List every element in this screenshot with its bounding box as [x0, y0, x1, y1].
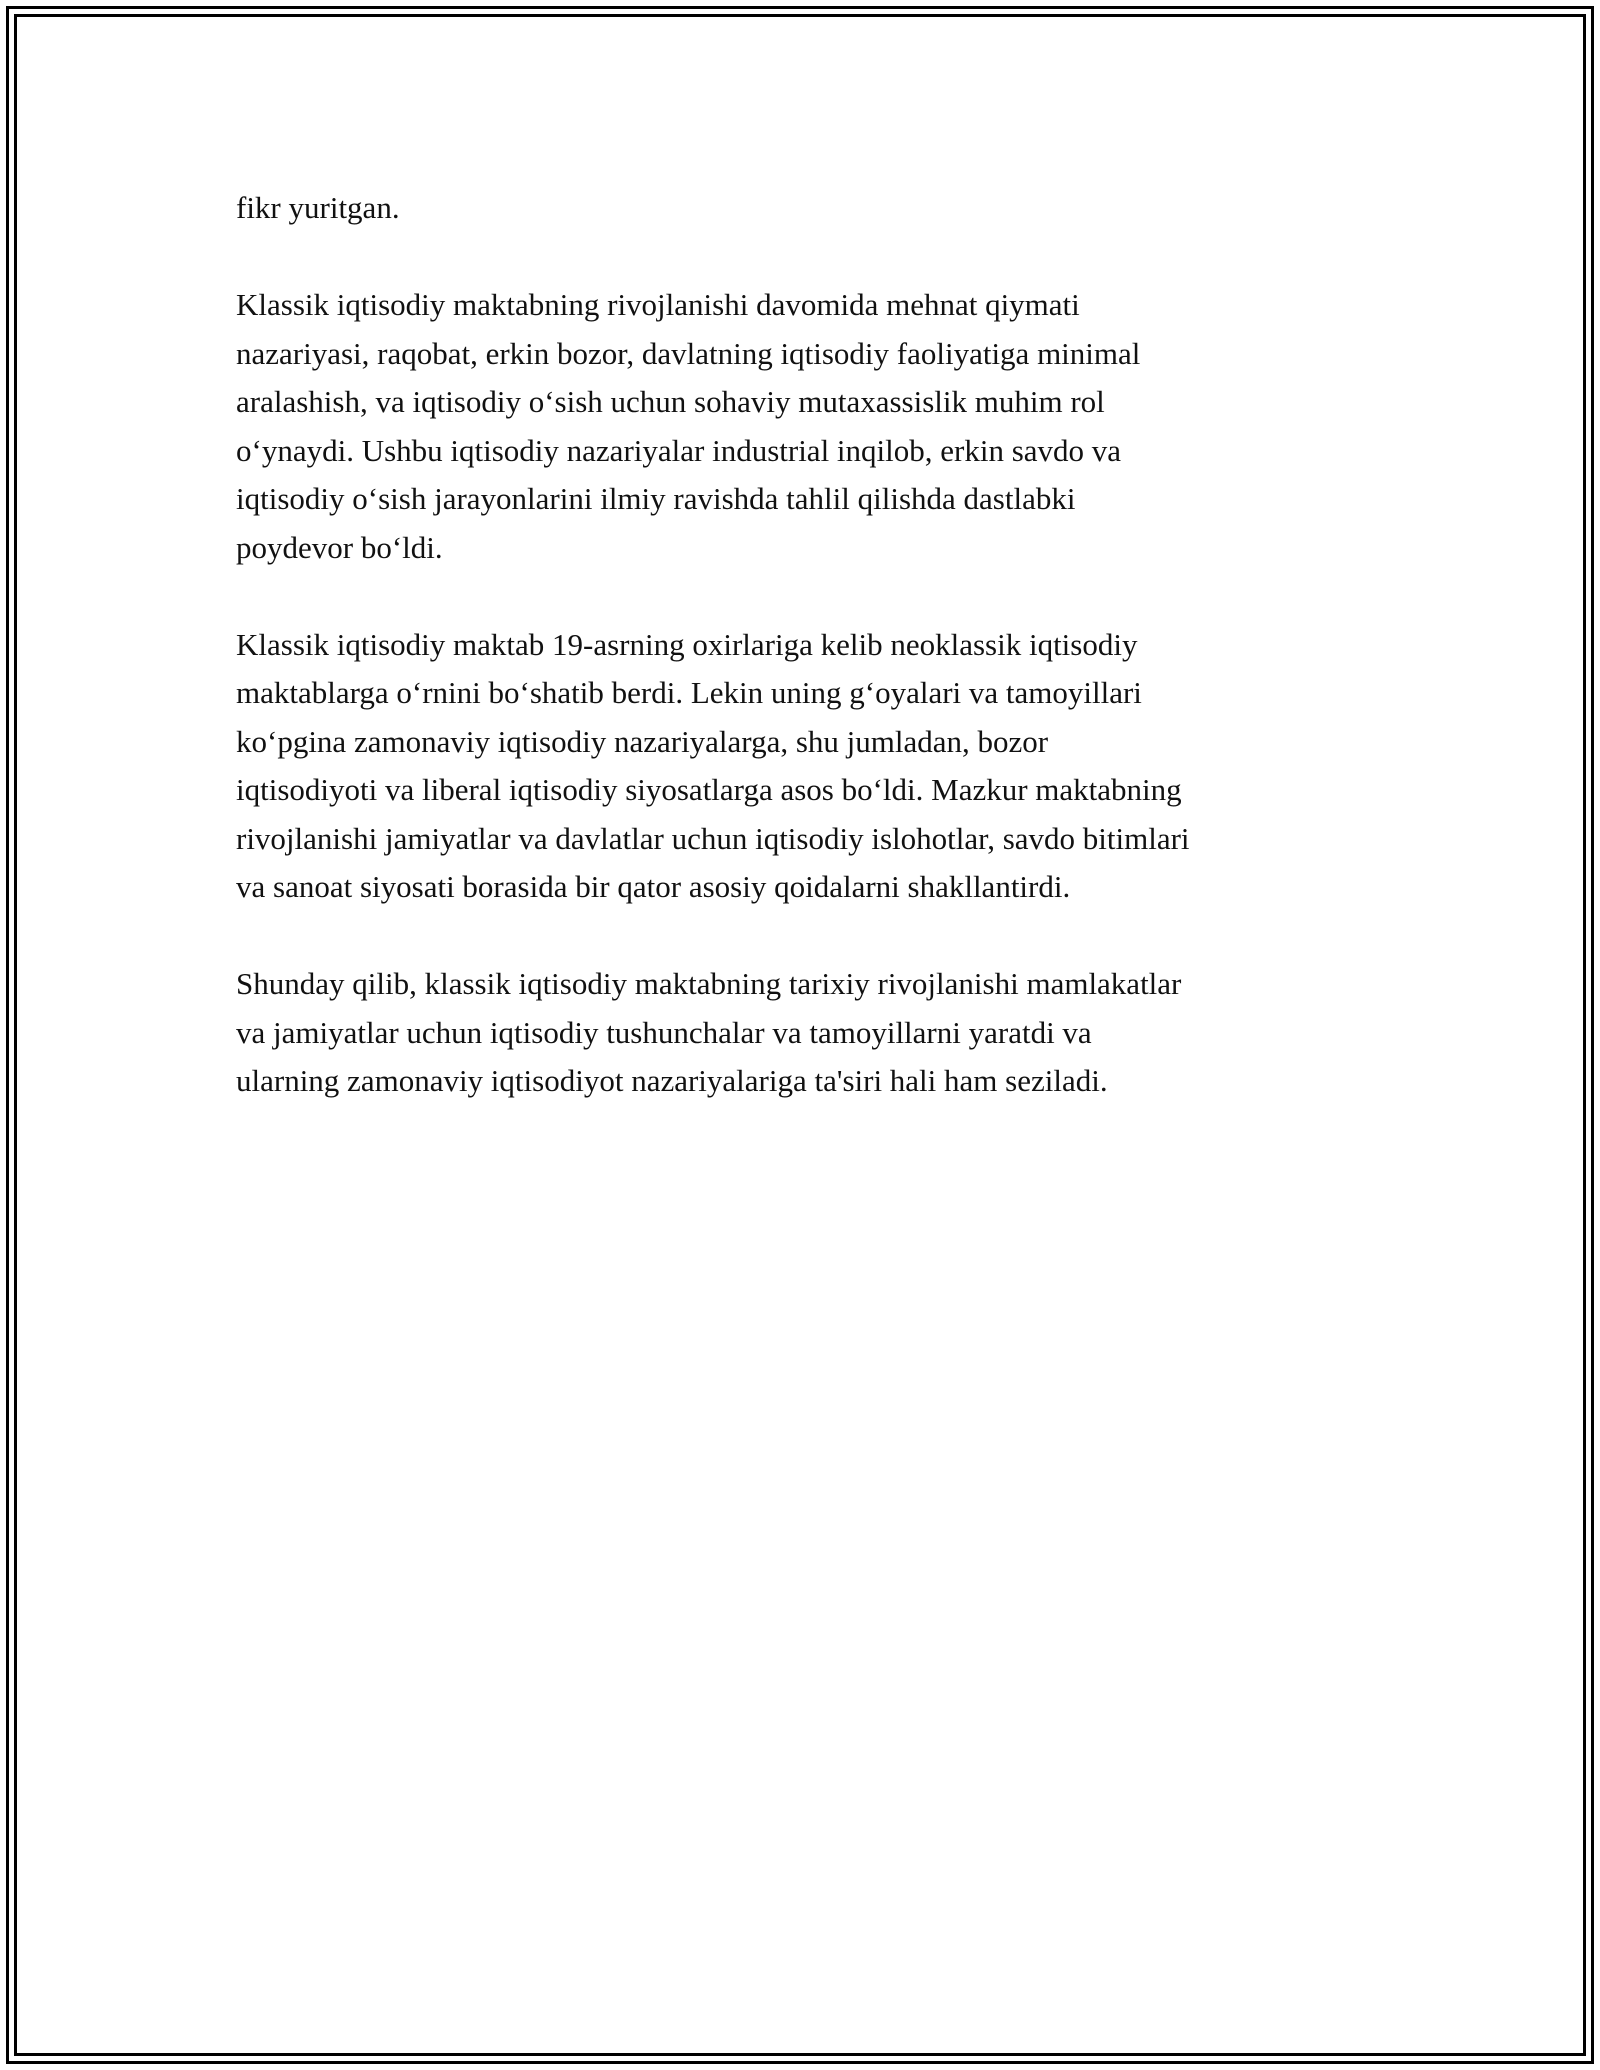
paragraph-2: Klassik iqtisodiy maktabning rivojlanishi davomida mehnat qiymati nazariyasi, raqobat, erkin bozor, davlatning iqtisodiy faoliyatiga minimal aralashish, va iqtisodiy o‘sish uchun sohaviy mutaxassislik muhim rol o‘ynaydi. Ushbu iqtisodiy nazariyalar industrial inqilob, erkin savdo va iqtisodiy o‘sish jarayonlarini ilmiy ravishda tahlil qilishda dastlabki poydevor bo‘ldi.	[236, 287, 1141, 565]
document-body	[236, 184, 1376, 1154]
paragraph-4: Shunday qilib, klassik iqtisodiy maktabning tarixiy rivojlanishi mamlakatlar va jamiyatlar uchun iqtisodiy tushunchalar va tamoyillarni yaratdi va ularning zamonaviy iqtisodiyot nazariyalariga ta'siri hali ham seziladi.	[236, 966, 1182, 1098]
paragraph-1: fikr yuritgan.	[236, 190, 400, 225]
paragraph-3: Klassik iqtisodiy maktab 19-asrning oxirlariga kelib neoklassik iqtisodiy maktablarga o‘rnini bo‘shatib berdi. Lekin uning g‘oyalari va tamoyillari ko‘pgina zamonaviy iqtisodiy nazariyalarga, shu jumladan, bozor iqtisodiyoti va liberal iqtisodiy siyosatlarga asos bo‘ldi. Mazkur maktabning rivojlanishi jamiyatlar va davlatlar uchun iqtisodiy islohotlar, savdo bitimlari va sanoat siyosati borasida bir qator asosiy qoidalarni shakllantirdi.	[236, 626, 1190, 904]
